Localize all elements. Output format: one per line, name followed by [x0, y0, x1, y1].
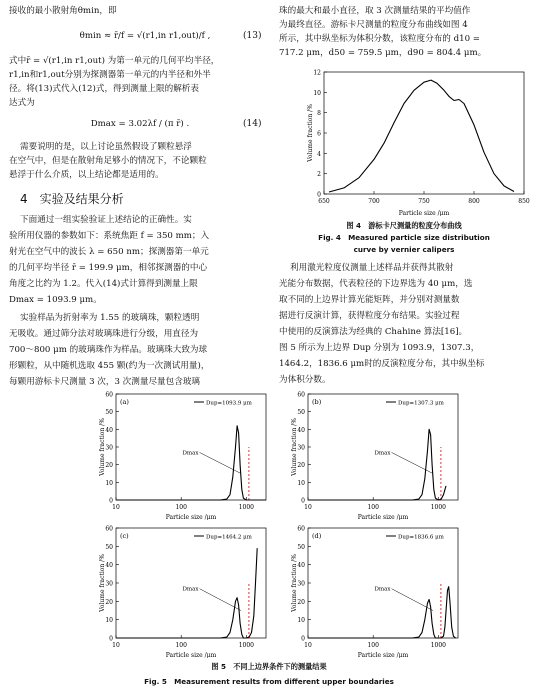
figure-5-caption-cn: 图 5 不同上边界条件下的测量结果 [211, 662, 327, 671]
x-axis-label: Particle size /μm [357, 514, 409, 520]
x-tick-label: 100 [367, 642, 379, 649]
y-tick-label: 30 [297, 444, 305, 452]
y-tick-label: 40 [105, 562, 113, 570]
panel-label: (b) [312, 398, 322, 406]
left-line-2: 式中r̄ = √(r1,in r1,out) 为第一单元的几何平均半径， [9, 56, 220, 66]
y-tick-label: 40 [105, 426, 113, 434]
x-axis-label: Particle size /μm [165, 652, 217, 658]
y-tick-label: 60 [105, 391, 113, 399]
left-mid-line-2: 在空气中，但是在散射角足够小的情况下，不论颗粒 [9, 156, 207, 166]
y-tick-label: 60 [297, 391, 305, 399]
plot-frame [324, 72, 524, 194]
x-axis-label: Particle size /μm [357, 652, 409, 658]
x-tick-label: 10 [304, 642, 312, 649]
plot-frame [116, 528, 266, 638]
x-axis-label: Particle size /μm [165, 514, 217, 520]
y-tick-label: 10 [297, 479, 305, 487]
legend-entry: Dup=1836.6 μm [398, 534, 444, 541]
x-tick-label: 750 [418, 198, 430, 205]
body-line-11: 每颗用游标卡尺测量 3 次，3 次测量尽量包含玻璃 [9, 377, 201, 387]
right-after-line-3: 取不同的上边界计算光能矩阵，并分别对测量数 [279, 295, 460, 305]
y-tick-label: 10 [297, 617, 305, 625]
left-line-1: 接收的最小散射角θmin，即 [9, 6, 117, 16]
y-axis-label: Volume fraction /% [291, 554, 298, 612]
y-tick-label: 0 [109, 497, 113, 505]
equation-13-number: (13) [243, 31, 262, 41]
x-tick-label: 10 [304, 504, 312, 511]
body-line-3: 射光在空气中的波长 λ = 650 nm；探测器第一单元 [9, 247, 209, 257]
y-tick-label: 60 [105, 525, 113, 533]
y-tick-label: 2 [317, 171, 321, 179]
left-mid-line-1: 需要说明的是，以上讨论虽然假设了颗粒悬浮 [20, 142, 192, 152]
body-line-5: 角度之比约为 1.2。代入(14)式计算得到测量上限 [9, 279, 198, 289]
y-tick-label: 10 [105, 617, 113, 625]
y-axis-label: Volume fraction /% [99, 554, 106, 612]
body-line-1: 下面通过一组实验验证上述结论的正确性。实 [20, 215, 192, 225]
x-tick-label: 800 [468, 198, 480, 205]
x-tick-label: 100 [175, 642, 187, 649]
x-tick-label: 650 [318, 198, 330, 205]
right-after-line-6: 图 5 所示为上边界 Dup 分别为 1093.9，1307.3， [279, 343, 480, 353]
legend-entry: Dup=1307.3 μm [398, 400, 444, 407]
x-tick-label: 850 [518, 198, 530, 205]
left-line-3: r1,in和r1,out分别为探测器第一单元的内半径和外半 [9, 70, 211, 80]
y-tick-label: 50 [105, 543, 113, 551]
figure-5d-chart [282, 524, 462, 658]
figure-5b-chart [282, 390, 462, 520]
y-tick-label: 4 [317, 150, 321, 158]
body-line-9: 700～800 μm 的玻璃珠作为样品。玻璃珠大致为球 [9, 345, 208, 355]
y-tick-label: 20 [105, 598, 113, 606]
figure-5a-chart [90, 390, 270, 520]
y-tick-label: 8 [317, 110, 321, 118]
data-series-line [308, 429, 446, 500]
equation-14-number: (14) [243, 119, 262, 129]
y-tick-label: 50 [297, 409, 305, 417]
figure-4-chart [282, 66, 532, 216]
y-tick-label: 0 [109, 635, 113, 643]
data-series-line [116, 426, 266, 500]
body-line-8: 无吸收。通过筛分法对玻璃珠进行分级，用直径为 [9, 329, 199, 339]
x-tick-label: 100 [175, 504, 187, 511]
x-tick-label: 1000 [238, 642, 255, 649]
figure-4-caption-en-1: Fig. 4 Measured particle size distribution [318, 233, 490, 242]
x-tick-label: 10 [112, 504, 120, 511]
y-tick-label: 60 [297, 525, 305, 533]
y-tick-label: 40 [297, 426, 305, 434]
equation-14: Dmax = 3.02λf / (π r̄) . [90, 119, 190, 129]
dmax-annotation: Dmax [374, 586, 391, 593]
right-line-2: 为最终直径。游标卡尺测量的粒度分布曲线如图 4 [279, 20, 468, 30]
section-heading: 4 实验及结果分析 [20, 192, 124, 206]
x-axis-label: Particle size /μm [398, 210, 450, 216]
body-line-10: 形颗粒，从中随机选取 455 颗(约为一次测试用量)， [9, 361, 210, 371]
y-tick-label: 50 [105, 409, 113, 417]
y-tick-label: 10 [105, 479, 113, 487]
right-after-line-5: 中使用的反演算法为经典的 Chahine 算法[16]。 [279, 327, 468, 337]
x-tick-label: 10 [112, 642, 120, 649]
left-line-5: 达式为 [9, 98, 35, 108]
figure-4-caption-en-2: curve by vernier calipers [353, 245, 455, 254]
body-line-4: 的几何平均半径 r̄ = 199.9 μm，相邻探测器的中心 [9, 263, 208, 273]
body-line-6: Dmax = 1093.9 μm。 [9, 295, 102, 305]
right-line-4: 717.2 μm，d50 = 759.5 μm，d90 = 804.4 μm。 [279, 48, 487, 58]
x-tick-label: 1000 [238, 504, 255, 511]
dmax-annotation: Dmax [182, 450, 199, 457]
y-tick-label: 20 [297, 598, 305, 606]
body-line-7: 实验样品为折射率为 1.55 的玻璃珠，颗粒透明 [20, 313, 200, 323]
y-tick-label: 10 [313, 89, 321, 97]
y-tick-label: 30 [297, 580, 305, 588]
y-axis-label: Volume fraction /% [99, 418, 106, 476]
panel-label: (c) [120, 532, 129, 540]
data-series-line [329, 80, 514, 192]
plot-frame [308, 528, 458, 638]
y-tick-label: 0 [301, 497, 305, 505]
data-series-line [116, 548, 257, 638]
left-mid-line-3: 悬浮于什么介质，以上结论都是适用的。 [9, 170, 164, 180]
legend-entry: Dup=1093.9 μm [206, 400, 252, 407]
right-line-3: 所示，其中纵坐标为体积分数，该粒度分布的 d10 = [279, 34, 480, 44]
right-after-line-1: 利用激光粒度仪测量上述样品并获得其散射 [290, 263, 454, 273]
figure-5c-chart [90, 524, 270, 658]
plot-frame [308, 394, 458, 500]
y-tick-label: 30 [105, 580, 113, 588]
dmax-annotation: Dmax [374, 450, 391, 457]
right-after-line-4: 据进行反演计算，获得粒度分布结果。实验过程 [279, 311, 460, 321]
y-tick-label: 20 [297, 462, 305, 470]
left-line-4: 径。将(13)式代入(12)式，得到测量上限的解析表 [9, 84, 199, 94]
legend-entry: Dup=1464.2 μm [206, 534, 252, 541]
panel-label: (a) [120, 398, 129, 406]
y-tick-label: 40 [297, 562, 305, 570]
body-line-2: 验所用仪器的参数如下：系统焦距 f = 350 mm；入 [9, 231, 210, 241]
dmax-annotation: Dmax [182, 586, 199, 593]
right-after-line-8: 为体积分数。 [279, 375, 331, 385]
x-tick-label: 1000 [430, 642, 447, 649]
y-tick-label: 12 [313, 69, 321, 77]
y-tick-label: 0 [317, 191, 321, 199]
right-line-1: 珠的最大和最小直径，取 3 次测量结果的平均值作 [279, 6, 471, 16]
data-series-line [308, 587, 456, 638]
y-tick-label: 50 [297, 543, 305, 551]
plot-frame [116, 394, 266, 500]
figure-4-caption-cn: 图 4 游标卡尺测量的粒度分布曲线 [346, 221, 462, 230]
y-tick-label: 30 [105, 444, 113, 452]
dmax-arrow [200, 589, 241, 611]
right-after-line-2: 光能分布数据，代表粒径的下边界选为 40 μm，选 [279, 279, 473, 289]
y-tick-label: 0 [301, 635, 305, 643]
y-tick-label: 6 [317, 130, 321, 138]
y-axis-label: Volume fraction /% [307, 104, 314, 162]
equation-13: θmin ≈ r̄/f = √(r1,in r1,out)/f , [79, 31, 211, 41]
x-tick-label: 100 [367, 504, 379, 511]
dmax-arrow [392, 589, 433, 611]
panel-label: (d) [312, 532, 322, 540]
figure-5-caption-en: Fig. 5 Measurement results from different upper boundaries [144, 677, 394, 686]
x-tick-label: 700 [368, 198, 380, 205]
y-axis-label: Volume fraction /% [291, 418, 298, 476]
right-after-line-7: 1464.2，1836.6 μm时的反演粒度分布，其中纵坐标 [279, 359, 485, 369]
y-tick-label: 20 [105, 462, 113, 470]
x-tick-label: 1000 [430, 504, 447, 511]
